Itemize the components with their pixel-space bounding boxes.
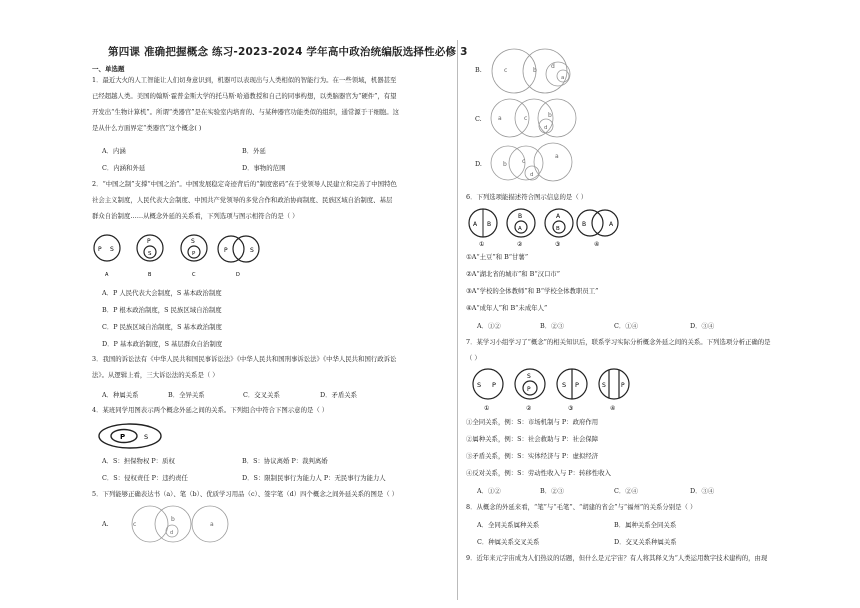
q7-fig2-label-s: S [527, 373, 531, 380]
q7-line-1: 7．某学习小组学习了“概念”的相关知识后，联系学习实际分析概念外延之间的关系。下列选项分析正确的是 [466, 338, 771, 346]
q7-fig4-label-p: P [621, 382, 625, 389]
q7-fig4-label-s: S [602, 382, 606, 389]
q7-fig3-label-p: P [575, 381, 579, 389]
q1-line-4: 是从什么方面界定“类器官”这个概念( ) [92, 124, 202, 132]
q1-option-a[interactable]: A．内涵 [102, 147, 126, 155]
q2-option-a[interactable]: A．P 人民代表大会制度，S 基本政治制度 [102, 289, 222, 297]
q7-fig1-label-p: P [492, 381, 496, 389]
q6-venn-figure [465, 208, 635, 250]
q2-fig-d-label-1: P [224, 247, 228, 254]
q8-option-a[interactable]: A．全同关系属种关系 [477, 521, 540, 529]
q5c-label-b: b [548, 112, 552, 119]
q2-fig-a-label-1: P [98, 246, 102, 253]
q6-fig2-label-b: B [518, 213, 523, 220]
column-divider [457, 40, 458, 600]
q2-line-3: 群众自治制度……从概念外延的关系看，下列选项与图示相符合的是（ ） [92, 212, 299, 220]
q4-option-c[interactable]: C．S：侵权责任 P：违约责任 [102, 474, 188, 482]
q7-option-c[interactable]: C．②④ [614, 487, 639, 495]
q6-fig3-label-a: A [556, 213, 561, 220]
q5b-label-b: b [533, 67, 537, 74]
q2-fig-a-label-2: S [110, 246, 114, 253]
q6-fig1-num: ① [479, 241, 485, 248]
q2-option-c[interactable]: C．P 民族区域自治制度，S 基本政治制度 [102, 323, 222, 331]
q4-outer-ellipse [99, 424, 161, 448]
q5-figure-a [125, 505, 235, 545]
q5b-label-d: d [551, 63, 555, 70]
q6-fig4-label-b: B [582, 221, 587, 228]
q8-option-b[interactable]: B．属种关系全同关系 [614, 521, 677, 529]
q5d-label-b: b [503, 161, 507, 168]
q5-option-d-label[interactable]: D. [475, 160, 482, 168]
q6-option-c[interactable]: C．①④ [614, 322, 639, 330]
q6-fig4-right [592, 210, 618, 236]
q6-item-3: ③A“学校的全体教师”和 B“学校全体教职员工” [466, 287, 599, 295]
q5b-label-c: c [504, 67, 508, 74]
q2-fig-d-label-2: S [250, 247, 254, 254]
q3-line-2: 法》。从逻辑上看，三大诉讼法的关系是（ ） [92, 371, 219, 379]
section-heading: 一、单选题 [92, 65, 125, 73]
q5-option-c-label[interactable]: C. [475, 115, 482, 123]
q7-fig2-num: ② [526, 405, 532, 412]
q4-line: 4．某班同学用图表示两个概念外延之间的关系。下列组合中符合下图示意的是（ ） [92, 406, 329, 414]
q6-line: 6．下列选项能描述符合图示信息的是（ ） [466, 193, 588, 201]
q6-fig1-label-a: A [473, 221, 478, 228]
q8-option-d[interactable]: D．交叉关系种属关系 [614, 538, 677, 546]
q8-option-c[interactable]: C．种属关系交叉关系 [477, 538, 540, 546]
q5d-label-c: c [522, 158, 526, 165]
q3-option-a[interactable]: A．种属关系 [102, 391, 139, 399]
q2-venn-figure [90, 232, 270, 282]
q2-fig-b-caption: B [148, 272, 152, 278]
q5a-label-c: c [133, 521, 137, 528]
q9-line: 9．近年来元宇宙成为人们热议的话题，但什么是元宇宙？有人将其释义为“人类运用数字技术建构的，由现 [466, 554, 768, 562]
q6-fig3-label-b: B [556, 226, 560, 232]
q6-option-a[interactable]: A．①② [477, 322, 501, 330]
q5-figure-d [490, 142, 600, 184]
q5-figure-b [490, 48, 600, 98]
q5b-label-a: a [561, 75, 565, 81]
q4-option-d[interactable]: D．S：限制民事行为能力人 P：无民事行为能力人 [242, 474, 386, 482]
q7-item-1: ①全同关系，例：S：市场机制与 P：政府作用 [466, 418, 599, 426]
q6-item-1: ①A“土豆”和 B“甘薯” [466, 253, 529, 261]
q7-venn-figure [468, 368, 638, 414]
q6-fig2-label-a: A [518, 226, 522, 232]
q5a-label-a: a [210, 521, 214, 528]
q6-fig2-num: ② [517, 241, 523, 248]
q6-fig4-num: ④ [594, 241, 600, 248]
q1-line-3: 开发出“生物计算机”。所谓“类器官”是在实验室内培育的、与某种器官功能类似的组织，通常源于干细胞。这 [92, 108, 400, 116]
q7-fig3-label-s: S [562, 381, 567, 389]
q3-line-1: 3．我国的诉讼法有《中华人民共和国民事诉讼法》《中华人民共和国刑事诉讼法》《中华人民共和国行政诉讼 [92, 355, 397, 363]
q7-item-2: ②属种关系，例：S：社会救助与 P：社会保障 [466, 435, 599, 443]
q6-option-d[interactable]: D．③④ [690, 322, 715, 330]
q3-option-b[interactable]: B．全异关系 [168, 391, 205, 399]
q8-line: 8．从概念的外延来看，“笔”与“毛笔”、“胡建的省会”与“福州”的关系分别是（ ） [466, 503, 697, 511]
q7-fig1-num: ① [484, 405, 490, 412]
q6-item-4: ④A“成年人”和 B“未成年人” [466, 304, 548, 312]
q2-fig-c-label-2: P [192, 251, 196, 257]
q5a-circle-c [132, 506, 168, 542]
q7-option-d[interactable]: D．③④ [690, 487, 715, 495]
q2-fig-d-caption: D [236, 272, 240, 278]
q2-figure-d-right [233, 236, 259, 262]
q3-option-d[interactable]: D．矛盾关系 [320, 391, 358, 399]
q4-venn-figure [98, 422, 168, 452]
q3-option-c[interactable]: C．交叉关系 [243, 391, 280, 399]
q5c-circle-b [538, 99, 576, 137]
q4-label-s: S [144, 433, 149, 441]
q2-fig-b-label-1: P [147, 238, 151, 245]
q5-line: 5．下列能够正确表达书（a）、笔（b）、优质学习用品（c）、签字笔（d）四个概念之间外延关系的图是（ ） [92, 490, 399, 498]
q6-fig4-left [577, 210, 603, 236]
q2-fig-a-caption: A [105, 272, 109, 278]
q2-option-b[interactable]: B．P 根本政治制度，S 民族区域自治制度 [102, 306, 222, 314]
q5-option-a-label[interactable]: A. [102, 520, 109, 528]
q7-fig2-label-p: P [527, 386, 531, 393]
q6-item-2: ②A“湖北省的城市”和 B“汉口市” [466, 270, 561, 278]
q1-option-d[interactable]: D．事物的范围 [242, 164, 286, 172]
q5a-label-d: d [170, 530, 174, 536]
q7-fig1-label-s: S [477, 381, 482, 389]
q5-figure-c [490, 98, 610, 140]
q1-option-b[interactable]: B．外延 [242, 147, 266, 155]
q6-option-b[interactable]: B．②③ [540, 322, 564, 330]
q2-line-2: 社会主义制度，人民代表大会制度、中国共产党领导的多党合作和政治协商制度、民族区域自治制度、基层 [92, 196, 393, 204]
q7-fig4-num: ④ [610, 405, 616, 412]
q1-option-c[interactable]: C．内涵和外延 [102, 164, 146, 172]
q6-fig1-label-b: B [487, 221, 492, 228]
q4-label-p: P [120, 433, 126, 441]
q7-item-3: ③矛盾关系，例：S：实体经济与 P：虚拟经济 [466, 452, 599, 460]
q2-fig-c-label-1: S [191, 238, 195, 245]
q2-fig-c-caption: C [192, 272, 196, 278]
q5d-circle-b [491, 146, 525, 180]
q2-line-1: 2．“中国之制”支撑“中国之治”。中国发展稳定奇迹背后的“制度密码”在于党领导人民建立和完善了中国特色 [92, 180, 397, 188]
q7-item-4: ④反对关系，例：S：劳动性收入与 P：转移性收入 [466, 469, 611, 477]
q1-line-2: 已经超越人类。美国的翰斯·霍普金斯大学的托马斯·哈通教授和自己的同事构想，以类脑器官为“硬件”，有望 [92, 92, 397, 100]
q4-option-b[interactable]: B．S：协议离婚 P：裁判离婚 [242, 457, 328, 465]
q7-option-b[interactable]: B．②③ [540, 487, 564, 495]
q6-fig4-label-a: A [609, 221, 614, 228]
q2-figure-d-left [218, 236, 244, 262]
q5d-label-a: a [555, 153, 559, 160]
q5-option-b-label[interactable]: B. [475, 66, 482, 74]
q5c-label-d: d [544, 125, 548, 131]
q7-fig3-num: ③ [568, 405, 574, 412]
q2-fig-b-label-2: S [148, 251, 152, 257]
q5d-circle-a [534, 143, 572, 181]
q5c-label-a: a [498, 115, 502, 122]
q4-option-a[interactable]: A．S：担保物权 P：质权 [102, 457, 175, 465]
q5d-label-d: d [530, 172, 534, 178]
page-title: 第四课 准确把握概念 练习-2023-2024 学年高中政治统编版选择性必修 3 [108, 46, 468, 58]
q1-line-1: 1．最近大火的人工智能让人们切身意识到，机器可以表现出与人类相似的智能行为。在一些领域，机器甚至 [92, 76, 397, 84]
q7-option-a[interactable]: A．①② [477, 487, 501, 495]
q5c-label-c: c [524, 115, 528, 122]
q6-fig3-num: ③ [555, 241, 561, 248]
q5a-label-b: b [171, 516, 175, 523]
q7-line-2: （ ） [466, 354, 481, 362]
q2-option-d[interactable]: D．P 基本政治制度，S 基层群众自治制度 [102, 340, 223, 348]
